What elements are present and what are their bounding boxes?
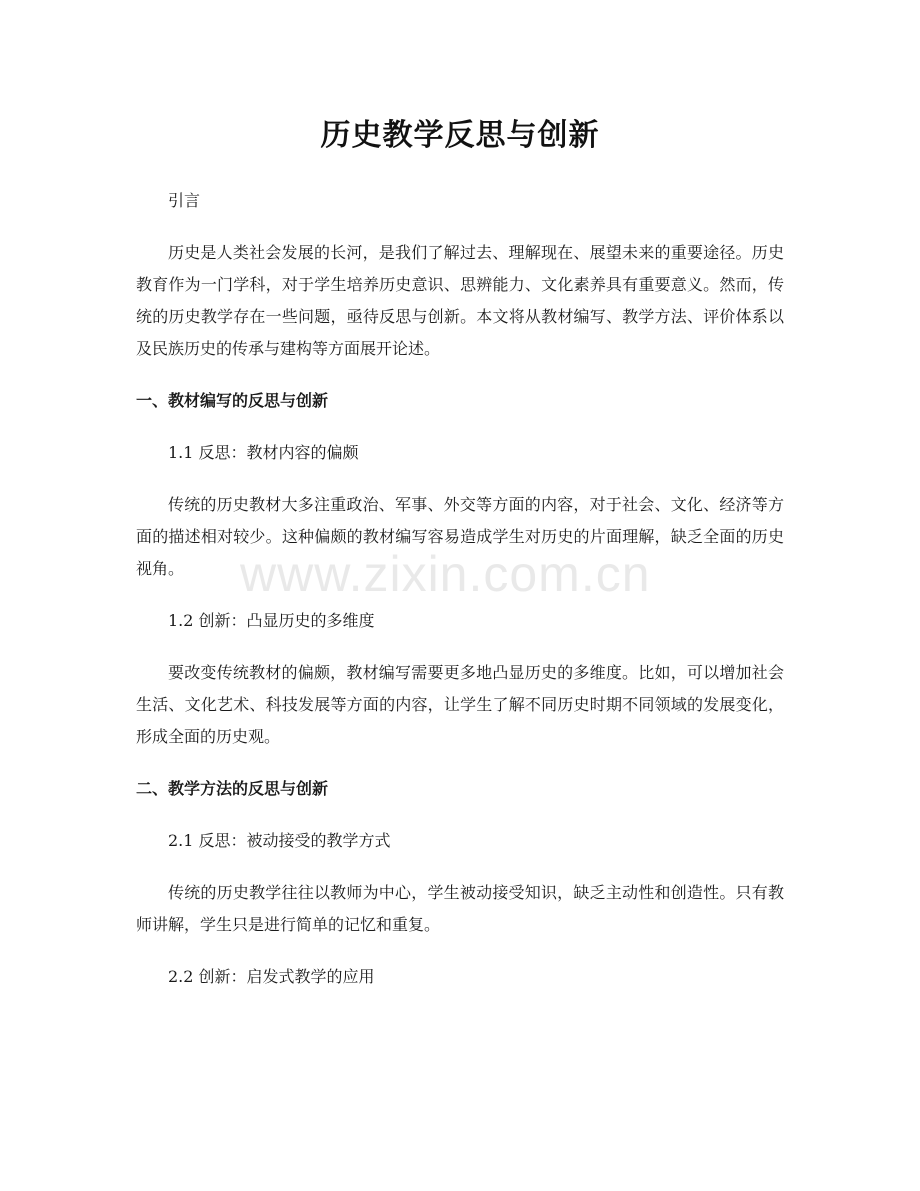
- subsection-1-1-paragraph: 传统的历史教材大多注重政治、军事、外交等方面的内容，对于社会、文化、经济等方面的描述相对较少。这种偏颇的教材编写容易造成学生对历史的片面理解，缺乏全面的历史视角。: [136, 495, 784, 578]
- subsection-2-1-title: 2.1 反思：被动接受的教学方式: [168, 831, 391, 850]
- intro-paragraph: 历史是人类社会发展的长河，是我们了解过去、理解现在、展望未来的重要途径。历史教育作为一门学科，对于学生培养历史意识、思辨能力、文化素养具有重要意义。然而，传统的历史教学存在一些问题，亟待反思与创新。本文将从教材编写、教学方法、评价体系以及民族历史的传承与建构等方面展开论述。: [136, 243, 784, 358]
- section-2-heading: 二、教学方法的反思与创新: [136, 779, 329, 798]
- subsection-1-2-paragraph: 要改变传统教材的偏颇，教材编写需要更多地凸显历史的多维度。比如，可以增加社会生活、文化艺术、科技发展等方面的内容，让学生了解不同历史时期不同领域的发展变化，形成全面的历史观。: [136, 663, 784, 746]
- subsection-2-2-title: 2.2 创新：启发式教学的应用: [168, 967, 375, 986]
- subsection-1-1-title: 1.1 反思：教材内容的偏颇: [168, 443, 359, 462]
- watermark: www.zixin.com.cn: [240, 546, 651, 602]
- subsection-1-2-title: 1.2 创新：凸显历史的多维度: [168, 611, 375, 630]
- document-title: 历史教学反思与创新: [320, 118, 600, 153]
- section-1-heading: 一、教材编写的反思与创新: [136, 391, 329, 410]
- document-body: [136, 185, 784, 1013]
- intro-heading: 引言: [168, 191, 201, 210]
- subsection-2-1-paragraph: 传统的历史教学往往以教师为中心，学生被动接受知识，缺乏主动性和创造性。只有教师讲解，学生只是进行简单的记忆和重复。: [136, 883, 784, 934]
